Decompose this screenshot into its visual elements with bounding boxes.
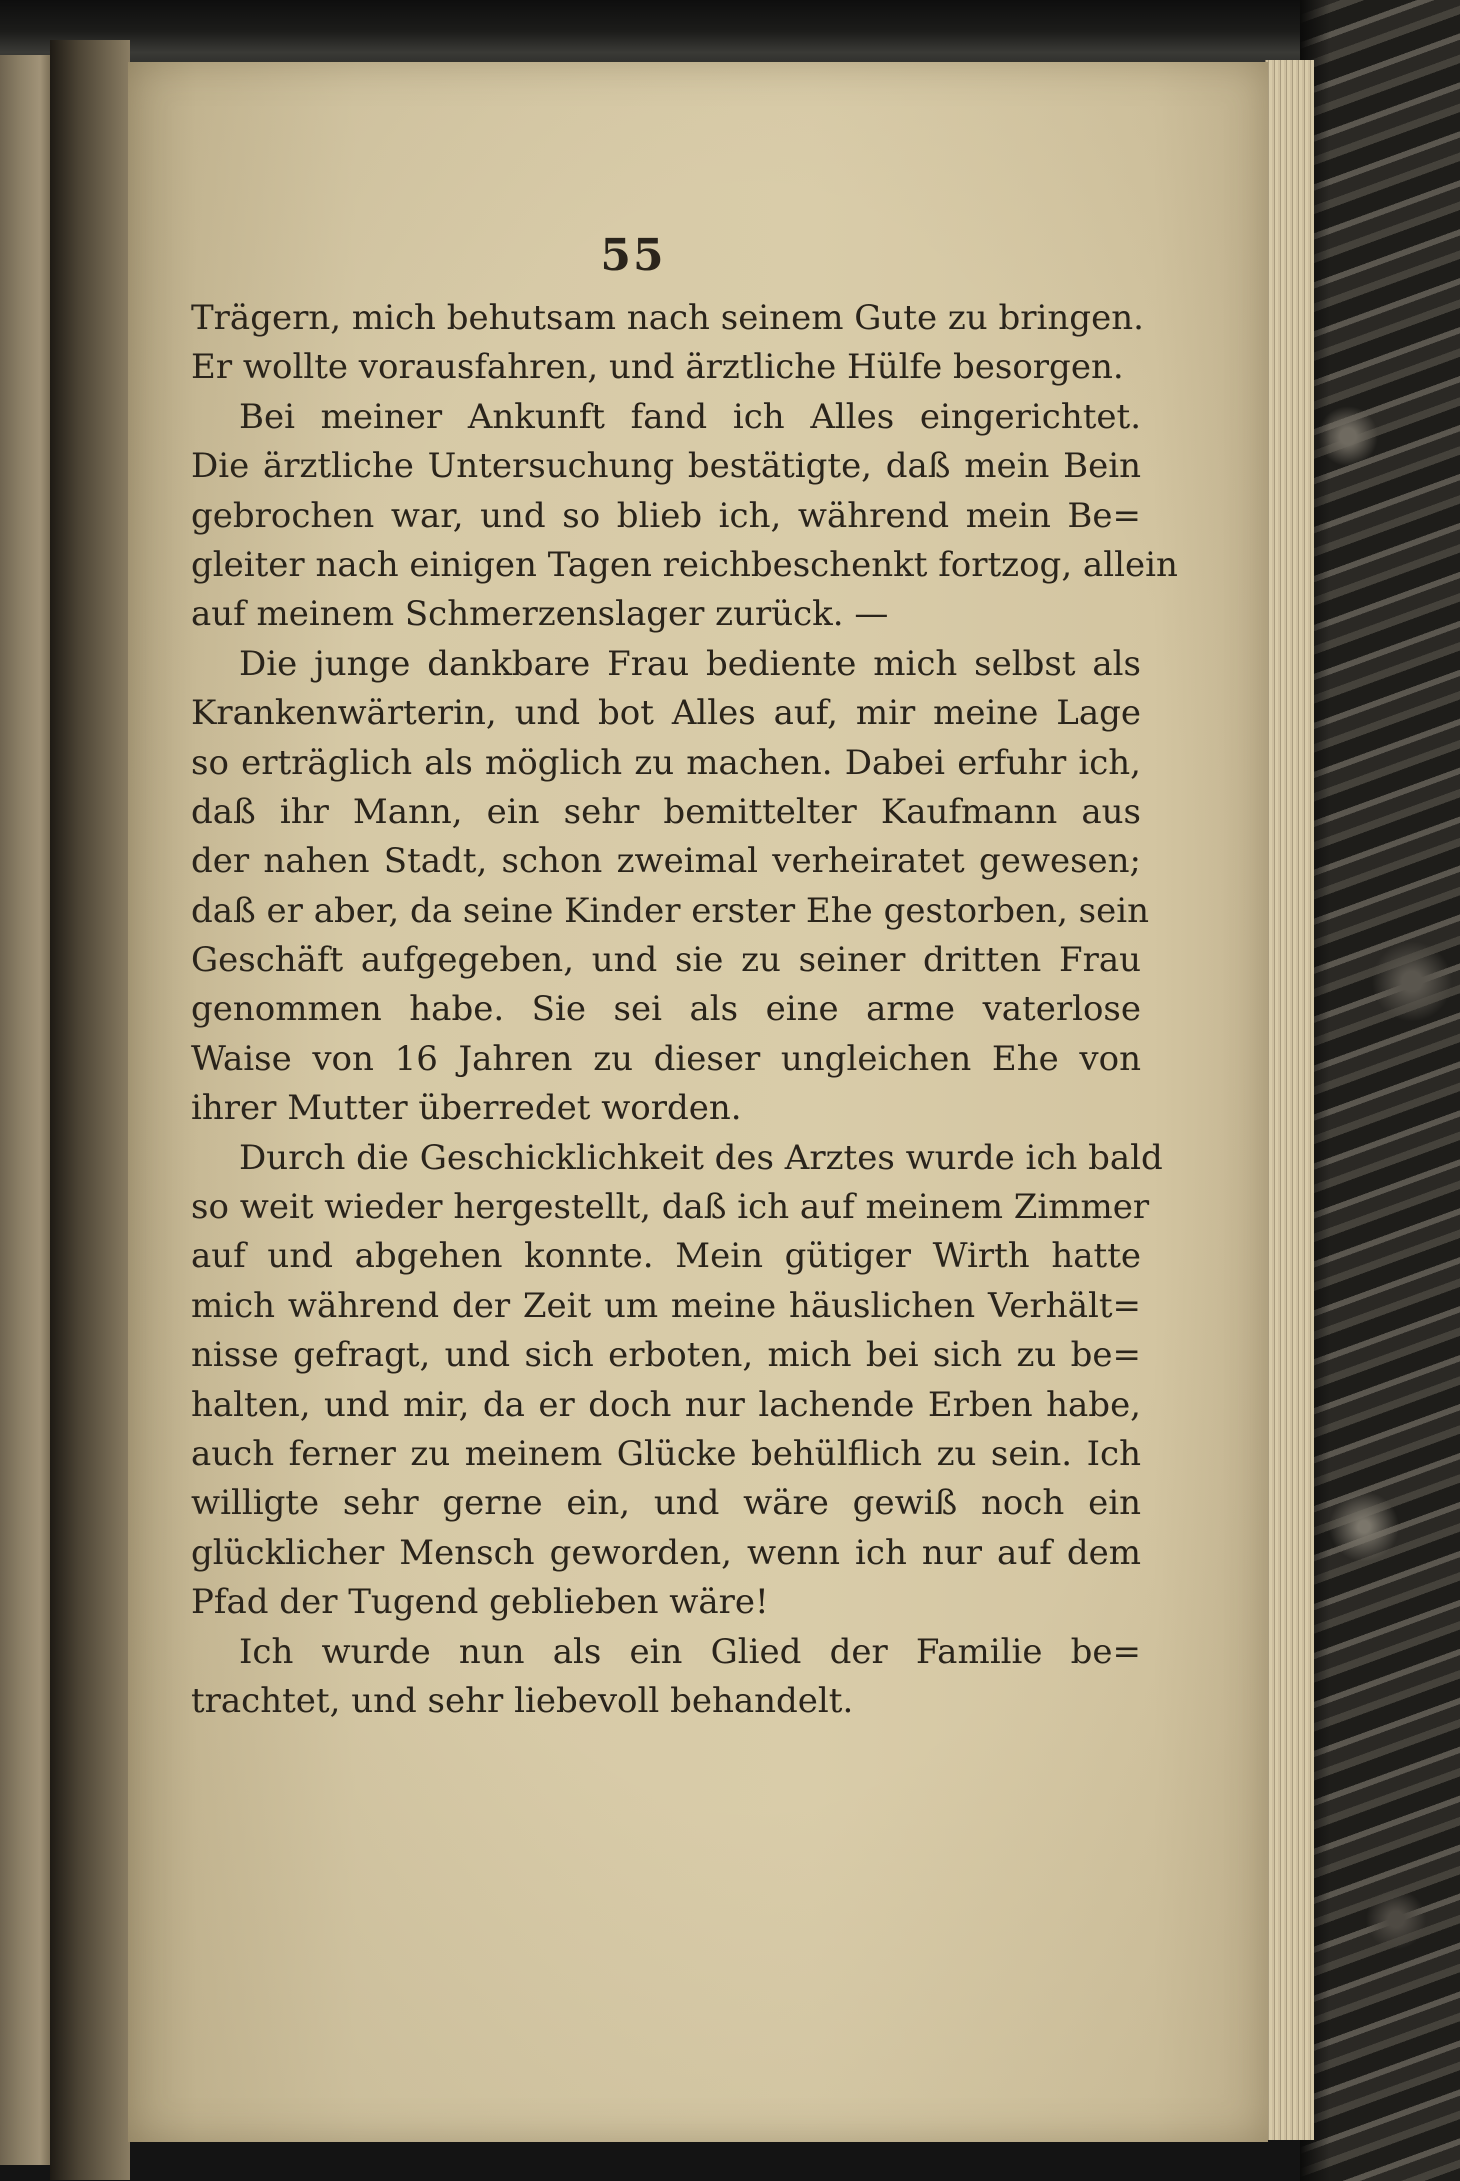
text-line: willigte sehr gerne ein, und wäre gewiß noch ein	[191, 1483, 1141, 1524]
text-line: glücklicher Mensch geworden, wenn ich nur auf dem	[191, 1532, 1141, 1573]
text-line: Ich wurde nun als ein Glied der Familie be=	[239, 1631, 1141, 1672]
text-line: trachtet, und sehr liebevoll behandelt.	[191, 1680, 854, 1721]
text-line: Krankenwärterin, und bot Alles auf, mir meine Lage	[191, 693, 1141, 734]
text-line: so weit wieder hergestellt, daß ich auf meinem Zimmer	[191, 1187, 1150, 1228]
text-line: Waise von 16 Jahren zu dieser ungleichen Ehe von	[191, 1038, 1141, 1079]
page-edges	[1265, 60, 1314, 2140]
text-line: der nahen Stadt, schon zweimal verheiratet gewesen;	[191, 841, 1141, 882]
text-line: auf und abgehen konnte. Mein gütiger Wirth hatte	[191, 1236, 1141, 1277]
text-line: halten, und mir, da er doch nur lachende Erben habe,	[191, 1384, 1141, 1425]
text-line: auch ferner zu meinem Glücke behülflich zu sein. Ich	[191, 1433, 1141, 1474]
text-line: daß er aber, da seine Kinder erster Ehe gestorben, sein	[191, 890, 1150, 931]
text-line: Pfad der Tugend geblieben wäre!	[191, 1582, 769, 1623]
text-line: gebrochen war, und so blieb ich, während mein Be=	[191, 495, 1141, 536]
text-line: daß ihr Mann, ein sehr bemittelter Kaufmann aus	[191, 791, 1141, 832]
text-line: gleiter nach einigen Tagen reichbeschenkt fortzog, allein	[191, 544, 1178, 585]
text-line: Er wollte vorausfahren, und ärztliche Hülfe besorgen.	[191, 347, 1124, 388]
page-number: 55	[600, 230, 666, 281]
text-line: mich während der Zeit um meine häuslichen Verhält=	[191, 1285, 1141, 1326]
text-line: Durch die Geschicklichkeit des Arztes wurde ich bald	[239, 1137, 1163, 1178]
text-line: Bei meiner Ankunft fand ich Alles eingerichtet.	[239, 396, 1141, 437]
text-line: Die ärztliche Untersuchung bestätigte, daß mein Bein	[191, 446, 1141, 487]
text-line: ihrer Mutter überredet worden.	[191, 1088, 742, 1129]
binding-gutter	[50, 40, 130, 2180]
book-page	[128, 62, 1268, 2142]
text-line: auf meinem Schmerzenslager zurück. —	[191, 594, 889, 635]
text-line: genommen habe. Sie sei als eine arme vaterlose	[191, 989, 1141, 1030]
text-line: Geschäft aufgegeben, und sie zu seiner dritten Frau	[191, 940, 1141, 981]
facing-page-edge	[0, 55, 52, 2165]
text-line: Trägern, mich behutsam nach seinem Gute zu bringen.	[191, 298, 1144, 338]
top-edge	[0, 0, 1460, 70]
text-line: so erträglich als möglich zu machen. Dabei erfuhr ich,	[191, 742, 1141, 783]
text-line: nisse gefragt, und sich erboten, mich bei sich zu be=	[191, 1335, 1141, 1376]
marbled-cover	[1300, 0, 1460, 2181]
text-line: Die junge dankbare Frau bediente mich selbst als	[239, 643, 1141, 684]
body-text	[191, 294, 1178, 1726]
